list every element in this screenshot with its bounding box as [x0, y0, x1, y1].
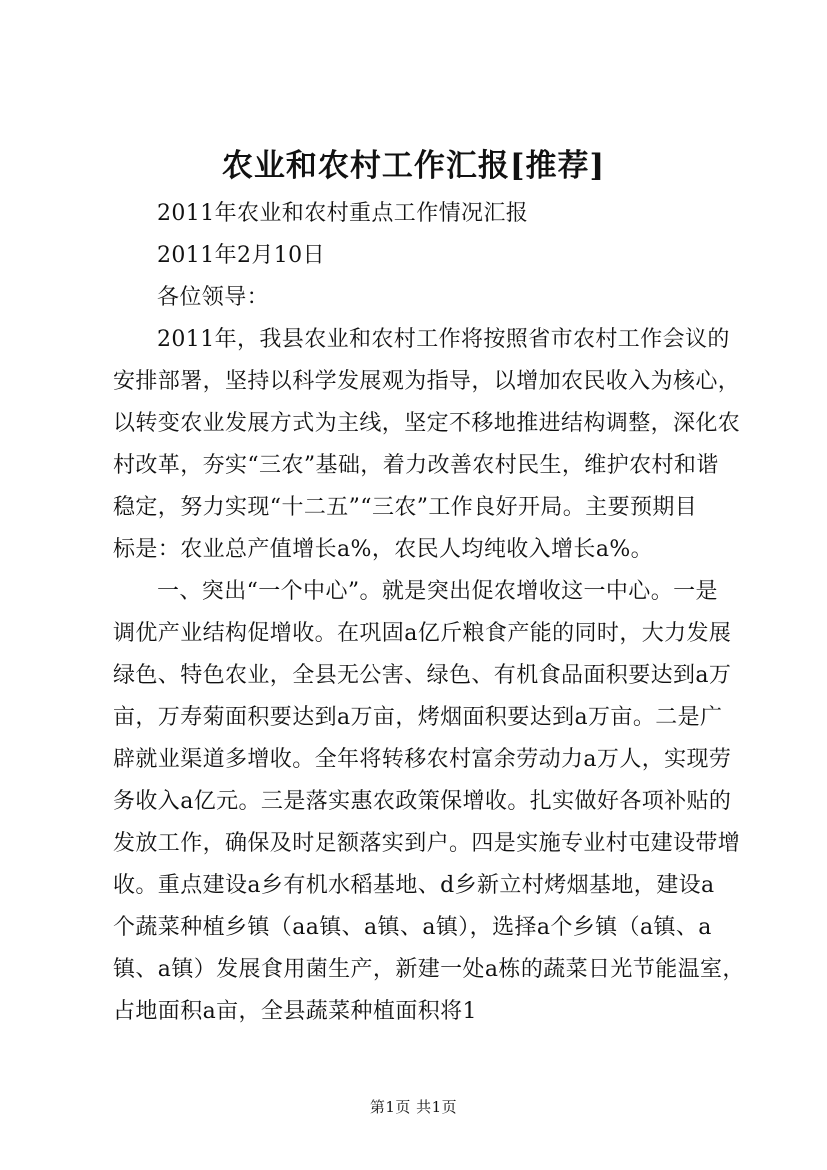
paragraph-line: 一、突出“一个中心”。就是突出促农增收这一中心。一是	[157, 579, 718, 604]
paragraph-line: 务收入a亿元。三是落实惠农政策保增收。扎实做好各项补贴的	[113, 789, 732, 814]
paragraph-line: 占地面积a亩，全县蔬菜种植面积将1	[113, 999, 477, 1024]
paragraph-line: 村改革，夯实“三农”基础，着力改善农村民生，维护农村和谐	[113, 453, 719, 478]
paragraph-line: 个蔬菜种植乡镇（aa镇、a镇、a镇），选择a个乡镇（a镇、a	[113, 915, 712, 940]
salutation: 各位领导：	[157, 285, 270, 310]
paragraph-line: 镇、a镇）发展食用菌生产，新建一处a栋的蔬菜日光节能温室，	[113, 957, 745, 982]
paragraph-line: 稳定，努力实现“十二五”“三农”工作良好开局。主要预期目	[113, 495, 698, 520]
document-title: 农业和农村工作汇报[推荐]	[221, 148, 606, 184]
paragraph-line: 发放工作，确保及时足额落实到户。四是实施专业村屯建设带增	[113, 831, 741, 856]
report-subtitle: 2011年农业和农村重点工作情况汇报	[157, 201, 529, 226]
paragraph-line: 2011年，我县农业和农村工作将按照省市农村工作会议的	[157, 327, 730, 352]
page-footer: 第1页 共1页	[369, 1098, 458, 1116]
paragraph-line: 安排部署，坚持以科学发展观为指导，以增加农民收入为核心，	[113, 369, 741, 394]
paragraph-line: 调优产业结构促增收。在巩固a亿斤粮食产能的同时，大力发展	[113, 621, 732, 646]
paragraph-line: 以转变农业发展方式为主线，坚定不移地推进结构调整，深化农	[113, 411, 741, 436]
paragraph-line: 辟就业渠道多增收。全年将转移农村富余劳动力a万人，实现劳	[113, 747, 732, 772]
paragraph-line: 绿色、特色农业，全县无公害、绿色、有机食品面积要达到a万	[113, 663, 732, 688]
paragraph-line: 收。重点建设a乡有机水稻基地、d乡新立村烤烟基地，建设a	[113, 873, 715, 898]
paragraph-line: 标是：农业总产值增长a%，农民人均纯收入增长a%。	[113, 537, 654, 562]
paragraph-line: 亩，万寿菊面积要达到a万亩，烤烟面积要达到a万亩。二是广	[113, 705, 723, 730]
report-date: 2011年2月10日	[157, 243, 325, 268]
